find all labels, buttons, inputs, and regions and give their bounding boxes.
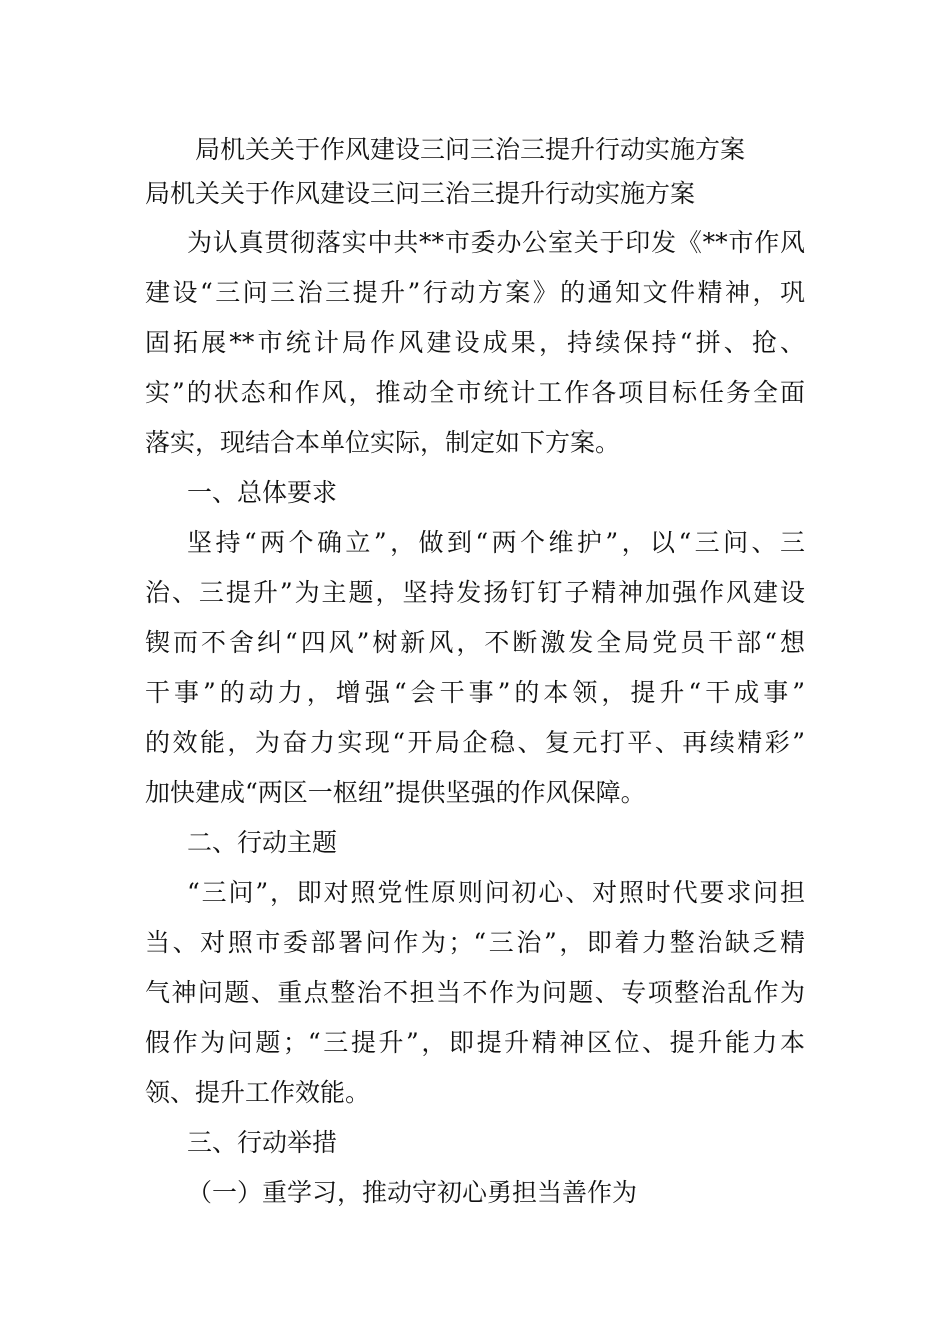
subsection-heading-study: （一）重学习，推动守初心勇担当善作为 [187,1178,638,1207]
paragraph-line: 落实，现结合本单位实际，制定如下方案。 [145,428,621,457]
paragraph-line: 的效能，为奋力实现“开局企稳、复元打平、再续精彩” [145,728,805,757]
document-page [145,128,805,1218]
document-subtitle: 局机关关于作风建设三问三治三提升行动实施方案 [145,179,696,208]
section-heading-general-requirements: 一、总体要求 [187,478,338,507]
paragraph-line: 领、提升工作效能。 [145,1078,371,1107]
section-heading-action-theme: 二、行动主题 [187,828,338,857]
paragraph-line: 实”的状态和作风，推动全市统计工作各项目标任务全面 [145,378,805,407]
paragraph-line: 假作为问题；“三提升”，即提升精神区位、提升能力本 [145,1028,805,1057]
document-title: 局机关关于作风建设三问三治三提升行动实施方案 [195,135,746,164]
section-heading-action-measures: 三、行动举措 [187,1128,338,1157]
paragraph-line: 固拓展**市统计局作风建设成果，持续保持“拼、抢、 [145,328,805,357]
paragraph-line: 当、对照市委部署问作为；“三治”，即着力整治缺乏精 [145,928,805,957]
paragraph-line: 建设“三问三治三提升”行动方案》的通知文件精神，巩 [145,278,805,307]
paragraph-line: “三问”，即对照党性原则问初心、对照时代要求问担 [187,878,805,907]
paragraph-line: 气神问题、重点整治不担当不作为问题、专项整治乱作为 [145,978,805,1007]
paragraph-line: 坚持“两个确立”，做到“两个维护”，以“三问、三 [187,528,805,557]
paragraph-action-theme [145,868,805,1118]
paragraph-line: 为认真贯彻落实中共**市委办公室关于印发《**市作风 [187,228,805,257]
paragraph-line: 锲而不舍纠“四风”树新风，不断激发全局党员干部“想 [145,628,805,657]
paragraph-general-requirements [145,518,805,818]
paragraph-line: 加快建成“两区一枢纽”提供坚强的作风保障。 [145,778,646,807]
paragraph-intro [145,218,805,468]
paragraph-line: 治、三提升”为主题，坚持发扬钉钉子精神加强作风建设 [145,578,805,607]
paragraph-line: 干事”的动力，增强“会干事”的本领，提升“干成事” [145,678,805,707]
